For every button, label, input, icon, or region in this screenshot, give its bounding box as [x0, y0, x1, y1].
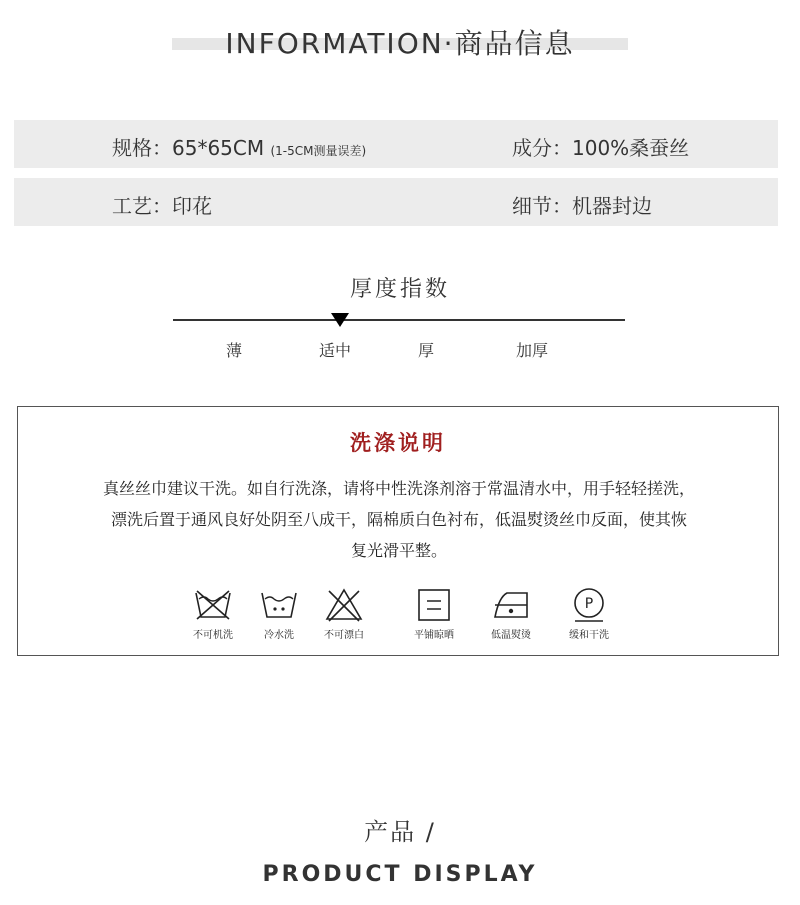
thickness-marker-icon	[331, 313, 349, 327]
thickness-level-thick: 厚	[418, 341, 435, 360]
care-icon-label: 不可漂白	[324, 630, 364, 641]
care-icon-item	[181, 587, 245, 641]
care-icon-label: 缓和干洗	[569, 630, 609, 641]
thickness-level-extra-thick: 加厚	[516, 341, 549, 360]
dry-clean-letter: P	[584, 596, 594, 612]
cold-wash-icon	[259, 587, 299, 623]
low-iron-icon	[491, 587, 531, 623]
care-icon-item	[479, 587, 543, 641]
dry-flat-icon	[414, 587, 454, 623]
page-title: INFORMATION·商品信息	[225, 27, 575, 60]
care-icons-row	[18, 587, 778, 647]
care-icon-label: 平铺晾晒	[414, 630, 454, 641]
care-title: 洗涤说明	[350, 431, 446, 455]
spec-size-label: 规格：65*65CM	[112, 136, 265, 160]
spec-craft: 工艺：印花	[112, 194, 212, 218]
spec-size	[112, 132, 366, 161]
care-icon-item	[247, 587, 311, 641]
spec-material: 成分：100%桑蚕丝	[512, 136, 690, 160]
care-icon-item	[402, 587, 466, 641]
care-text	[54, 473, 744, 566]
care-icon-item	[312, 587, 376, 641]
spec-detail: 细节：机器封边	[512, 194, 652, 218]
no-bleach-icon	[324, 587, 364, 623]
thickness-scale-line	[173, 319, 625, 321]
care-icon-label: 不可机洗	[193, 630, 233, 641]
thickness-level-medium: 适中	[319, 341, 352, 360]
spec-row-1	[14, 120, 778, 168]
care-text-line: 复光滑平整。	[350, 541, 447, 560]
thickness-title: 厚度指数	[349, 277, 450, 302]
no-machine-wash-icon	[193, 587, 233, 623]
product-display-subtitle: PRODUCT DISPLAY	[262, 862, 538, 887]
spec-size-note: (1-5CM测量误差)	[270, 144, 367, 158]
thickness-level-thin: 薄	[226, 341, 243, 360]
care-instructions-box	[17, 406, 779, 656]
care-text-line: 真丝丝巾建议干洗。如自行洗涤，请将中性洗涤剂溶于常温清水中，用手轻轻搓洗，	[102, 479, 695, 498]
care-icon-label: 冷水洗	[264, 630, 294, 641]
care-icon-label: 低温熨烫	[491, 630, 531, 641]
spec-row-2	[14, 178, 778, 226]
care-text-line: 漂洗后置于通风良好处阴至八成干，隔棉质白色衬布，低温熨烫丝巾反面，使其恢	[110, 510, 687, 529]
product-display-title: 产品 /	[364, 818, 436, 846]
care-icon-item	[557, 587, 621, 641]
gentle-dry-clean-icon	[569, 587, 609, 623]
